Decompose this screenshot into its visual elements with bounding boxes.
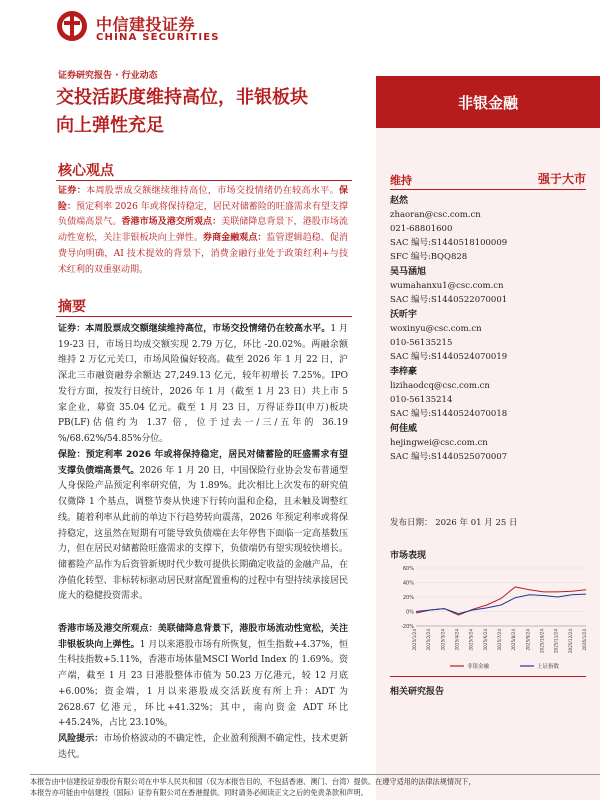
analyst-entry — [390, 308, 586, 364]
summary-label-insurance: 保险：预定利率 2026 年或将保持稳定，居民对储蓄险的旺盛需求有望支撑负债端高景气。 — [58, 450, 348, 476]
core-text-insurance: 预定利率 2026 年或将保持稳定，居民对储蓄险的旺盛需求有望支撑负债端高景气。 — [58, 201, 348, 228]
analyst-email[interactable]: hejingwei@csc.com.cn — [390, 438, 488, 448]
summary-text-hk: 1 月以来港股市场有所恢复，恒生指数+4.37%，恒生科技指数+5.11%，香港市场体量MSCI World Index 的 1.69%。资产端，截至 1 月 23 日港股整体市值为 50.23 万亿港元，较 12 月底+6.00%；资金端，1 月以来港股成交活跃度有所上升：ADT 为 2628.67 亿港元，环比+41.32%；其中，南向资金 ADT 环比+45.24%，占比 23.10%。 — [58, 639, 348, 729]
core-label-insurance: 保险： — [58, 186, 348, 212]
page-title — [56, 84, 376, 140]
analyst-email[interactable]: zhaoran@csc.com.cn — [390, 210, 481, 220]
summary-label-hk: 香港市场及港交所观点：美联储降息背景下，港股市场流动性宽松，关注非银板块向上弹性。 — [58, 624, 348, 650]
related-rule — [390, 676, 586, 677]
chart-x-tick: 2025/3/24 — [440, 629, 446, 651]
summary-para-hk — [58, 622, 348, 732]
market-performance-chart — [390, 562, 590, 672]
core-text-hk: 美联储降息背景下，港股市场流动性宽松，关注非银板块向上弹性。 — [58, 217, 348, 244]
analyst-name: 沃昕宇 — [390, 310, 418, 320]
related-reports-heading[interactable]: 相关研究报告 — [390, 687, 445, 697]
chart-x-tick: 2025/1/24 — [412, 629, 417, 651]
analyst-phone: 021-68801600 — [390, 224, 453, 234]
summary-label-risk: 风险提示： — [58, 734, 104, 744]
brand-header — [56, 10, 316, 48]
analyst-sfc: SFC 编号:BQQ828 — [390, 252, 468, 262]
sector-label: 非银金融 — [457, 94, 518, 112]
chart-y-tick: 20% — [402, 595, 414, 601]
chart-x-tick: 2025/7/24 — [497, 629, 502, 651]
core-label-consumer: 券商金融观点： — [203, 233, 267, 244]
analyst-phone: 010-56135214 — [390, 395, 453, 405]
footer-line-2: 本报告亦可能由中信建投（国际）证券有限公司在香港提供。同时请务必阅读正文之后的免责条款和声明。 — [30, 788, 368, 797]
chart-legend-label: 非银金融 — [467, 664, 490, 670]
summary-para-securities — [58, 322, 348, 448]
analyst-email[interactable]: woxinyu@csc.com.cn — [390, 324, 482, 334]
core-text-consumer: 监管逻辑趋稳、促消费导向明确，AI 技术提效的背景下，消费金融行业处于政策红利+与技术红利的双重驱动期。 — [58, 233, 348, 275]
core-label-securities: 证券： — [58, 186, 87, 196]
chart-y-tick: 0% — [406, 609, 414, 616]
analyst-sac: SAC 编号:S1440518100009 — [390, 238, 508, 248]
analyst-sac: SAC 编号:S1440525070007 — [390, 452, 508, 462]
analyst-entry — [390, 365, 586, 421]
summary-para-risk — [58, 732, 348, 763]
chart-x-tick: 2025/10/24 — [539, 629, 545, 654]
release-date: 发布日期： 2026 年 01 月 25 日 — [390, 518, 518, 528]
disclaimer-footer — [30, 776, 600, 798]
analyst-email[interactable]: wumahanxu1@csc.com.cn — [390, 281, 504, 291]
analyst-sac: SAC 编号:S1440524070019 — [390, 352, 508, 362]
chart-x-tick: 2025/5/24 — [468, 629, 474, 651]
logo-text-en: CHINA SECURITIES — [96, 32, 220, 43]
footer-line-1: 本报告由中信建投证券股份有限公司在中华人民共和国（仅为本报告目的，不包括香港、澳门、台湾）提供。在遵守适用的法律法规情况下， — [30, 777, 476, 786]
analyst-list — [390, 194, 586, 465]
chart-y-tick: 40% — [402, 580, 414, 587]
analyst-name: 赵然 — [390, 196, 409, 206]
analyst-email[interactable]: lizihaodcq@csc.com.cn — [390, 381, 490, 391]
analyst-sac: SAC 编号:S1440522070001 — [390, 295, 508, 305]
chart-x-tick: 2026/1/24 — [582, 629, 587, 651]
title-line-1: 交投活跃度维持高位，非银板块 — [56, 87, 308, 108]
analyst-phone: 010-56135215 — [390, 338, 453, 348]
analyst-entry — [390, 194, 586, 264]
analyst-name: 何佳威 — [390, 424, 418, 434]
summary-label-securities: 证券：本周股票成交额继续维持高位，市场交投情绪仍在较高水平。 — [58, 324, 331, 334]
footer-rule — [30, 774, 600, 775]
chart-y-tick: 60% — [402, 566, 414, 572]
rating-value: 强于大市 — [537, 172, 586, 186]
breadcrumb: 证券研究报告 · 行业动态 — [58, 71, 158, 81]
core-paragraph — [58, 184, 348, 278]
chart-legend-label: 上证指数 — [537, 664, 560, 670]
chart-y-tick: -20% — [401, 624, 414, 630]
analyst-name: 吴马涵旭 — [390, 267, 427, 277]
analyst-sac: SAC 编号:S1440524070018 — [390, 409, 508, 419]
title-line-2: 向上弹性充足 — [56, 115, 164, 136]
core-text-securities: 本周股票成交额继续维持高位，市场交投情绪仍在较高水平。 — [86, 186, 339, 196]
rating-row — [390, 168, 586, 190]
summary-text-risk: 市场价格波动的不确定性，企业盈利预测不确定性，技术更新迭代。 — [58, 734, 348, 760]
summary-text-securities: 1 月 19-23 日，市场日均成交额实现 2.79 万亿，环比 -20.02%。两融余额维持 2 万亿元关口，市场风险偏好较高。截至 2026 年 1 月 22 日，沪深北三市融资融券余额达 27,249.13 亿元，较年初增长 7.25%。IPO 发行方面，按发行日统计，2026 年 1 月（截至 1 月 23 日）共上市 5 家企业，募资 35.04 亿元。截至 1 月 23 日，万得证券II(申万)板块 PB(LF)估值约为 1.37 倍，位于过去一/三/五年的 36.19 %/68.62%/54.85%分位。 — [58, 324, 348, 444]
analyst-entry — [390, 265, 586, 307]
chart-x-tick: 2025/11/24 — [553, 629, 559, 654]
logo-text-cn: 中信建投证券 — [96, 15, 196, 34]
core-heading: 核心观点 — [58, 163, 114, 179]
chart-x-tick: 2025/9/24 — [525, 629, 531, 651]
rating-label: 维持 — [390, 174, 412, 187]
sidebar — [376, 128, 600, 800]
logo-icon — [56, 10, 88, 42]
summary-heading: 摘要 — [58, 299, 86, 315]
core-rule — [56, 180, 352, 181]
summary-para-insurance — [58, 448, 348, 605]
core-label-hk: 香港市场及港交所观点： — [121, 217, 222, 228]
chart-x-tick: 2025/6/24 — [482, 629, 488, 651]
sector-banner — [376, 76, 600, 128]
summary-rule — [56, 316, 352, 317]
chart-x-tick: 2025/2/24 — [426, 629, 432, 651]
chart-x-tick: 2025/8/24 — [511, 629, 517, 651]
summary-text-insurance: 2026 年 1 月 20 日，中国保险行业协会发布普通型人身保险产品预定利率研究值，为 1.89%。此次相比上次发布的研究值仅微降 1 个基点，调整节奏从快速下行转向温和企稳，且未触及调整红线。随着利率从此前的单边下行趋势转向震荡，2026 年预定利率或将保持稳定，这虽然在短期有可能导致负债端在去年停售下面临一定高基数压力，但在居民对储蓄险旺盛需求的支撑下，负债端仍有望实现较快增长。储蓄险产品作为后资管新规时代少数可提供长期确定收益的金融产品，在净值化转型、非标转标驱动居民财富配置重构的过程中有望持续承接居民庞大的稳健投资需求。 — [58, 465, 348, 602]
analyst-name: 李梓豪 — [390, 367, 418, 377]
analyst-entry — [390, 422, 586, 464]
chart-title: 市场表现 — [390, 551, 427, 561]
chart-x-tick: 2025/4/24 — [454, 629, 460, 651]
chart-x-tick: 2025/12/24 — [567, 629, 573, 654]
chart-series-line — [416, 587, 586, 615]
